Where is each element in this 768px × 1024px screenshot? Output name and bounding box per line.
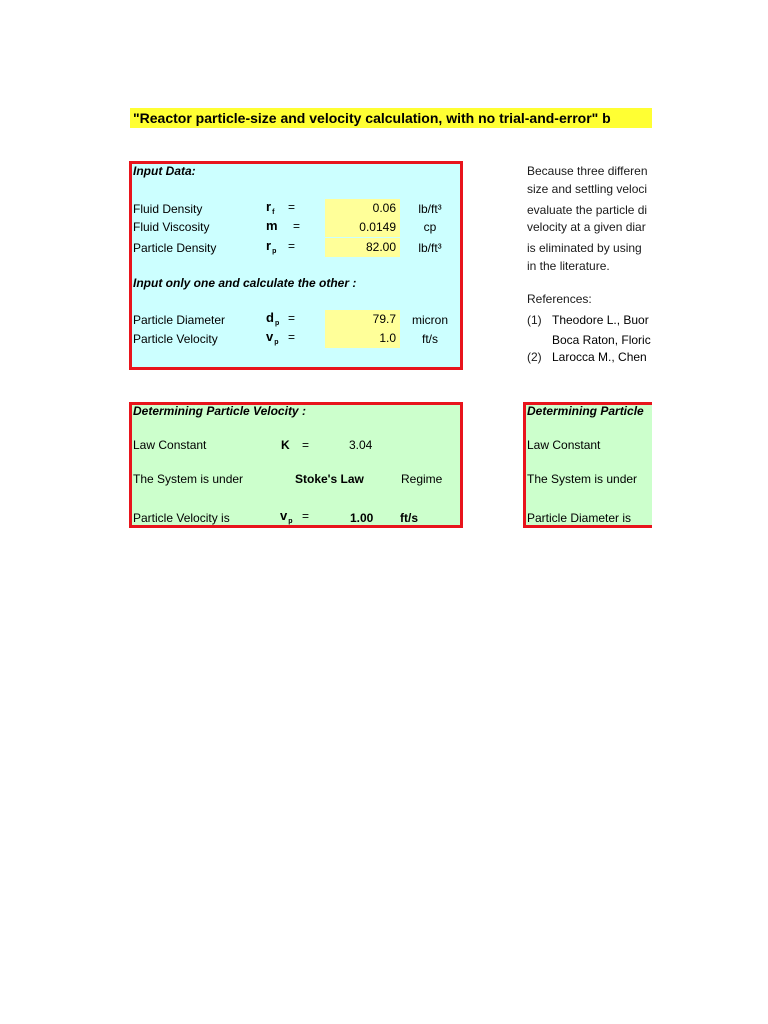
notes-line-3: evaluate the particle di [527,203,648,217]
input-data-header: Input Data: [133,164,196,178]
diameter-system-label: The System is under [527,472,638,486]
fluid-density-equals: = [288,200,296,214]
input-instruction: Input only one and calculate the other : [133,276,357,290]
reference-2-text: Larocca M., Chen [552,350,647,364]
k-equals: = [302,438,310,452]
regime-label: Regime [401,472,443,486]
particle-diameter-label: Particle Diameter [133,313,226,327]
fluid-density-symbol: $r_f$ [266,199,275,216]
fluid-viscosity-value[interactable]: 0.0149 [325,218,400,237]
reference-2-number: (2) [527,350,542,364]
system-label: The System is under [133,472,244,486]
particle-diameter-value[interactable]: 79.7 [325,310,400,329]
diameter-result-label: Particle Diameter is [527,511,632,525]
fluid-viscosity-unit: cp [423,220,437,234]
sheet-title: "Reactor particle-size and velocity calculation, with no trial-and-error" b [130,108,652,128]
diameter-law-constant-label: Law Constant [527,438,601,452]
particle-density-label: Particle Density [133,241,217,255]
fluid-density-value[interactable]: 0.06 [325,199,400,218]
particle-diameter-symbol: $d_p$ [266,310,280,327]
velocity-result-unit: ft/s [400,511,418,525]
particle-density-equals: = [288,239,296,253]
law-constant-label: Law Constant [133,438,207,452]
particle-diameter-unit: micron [411,313,448,327]
law-name: Stoke's Law [295,472,364,486]
particle-velocity-label: Particle Velocity [133,332,218,346]
k-value: 3.04 [349,438,373,452]
particle-velocity-value[interactable]: 1.0 [325,329,400,348]
reference-1-number: (1) [527,313,542,327]
k-symbol: K [281,438,290,452]
particle-velocity-equals: = [288,330,296,344]
particle-density-unit: lb/ft³ [418,241,442,255]
particle-diameter-equals: = [288,311,296,325]
reference-1-continued: Boca Raton, Floric [552,333,651,347]
reference-1-text: Theodore L., Buor [552,313,649,327]
page-crop-mask [652,0,768,1024]
diameter-panel-header: Determining Particle [527,404,644,418]
notes-line-2: size and settling veloci [527,182,648,196]
velocity-panel-header: Determining Particle Velocity : [133,404,306,418]
velocity-result-equals: = [302,509,310,523]
fluid-density-label: Fluid Density [133,202,203,216]
notes-line-5: is eliminated by using [527,241,642,255]
fluid-viscosity-symbol: m [266,218,278,233]
particle-velocity-unit: ft/s [421,332,438,346]
velocity-result-label: Particle Velocity is [133,511,230,525]
particle-density-symbol: $r_p$ [266,238,277,255]
fluid-density-unit: lb/ft³ [418,202,442,216]
velocity-result-symbol: $v_p$ [280,508,293,525]
notes-line-4: velocity at a given diar [527,220,646,234]
particle-velocity-symbol: $v_p$ [266,329,279,346]
references-label: References: [527,292,592,306]
fluid-viscosity-label: Fluid Viscosity [133,220,210,234]
particle-density-value[interactable]: 82.00 [325,238,400,257]
fluid-viscosity-equals: = [293,219,301,233]
velocity-result-panel [129,402,463,528]
velocity-result-value: 1.00 [350,511,374,525]
notes-line-6: in the literature. [527,259,610,273]
notes-line-1: Because three differen [527,164,648,178]
